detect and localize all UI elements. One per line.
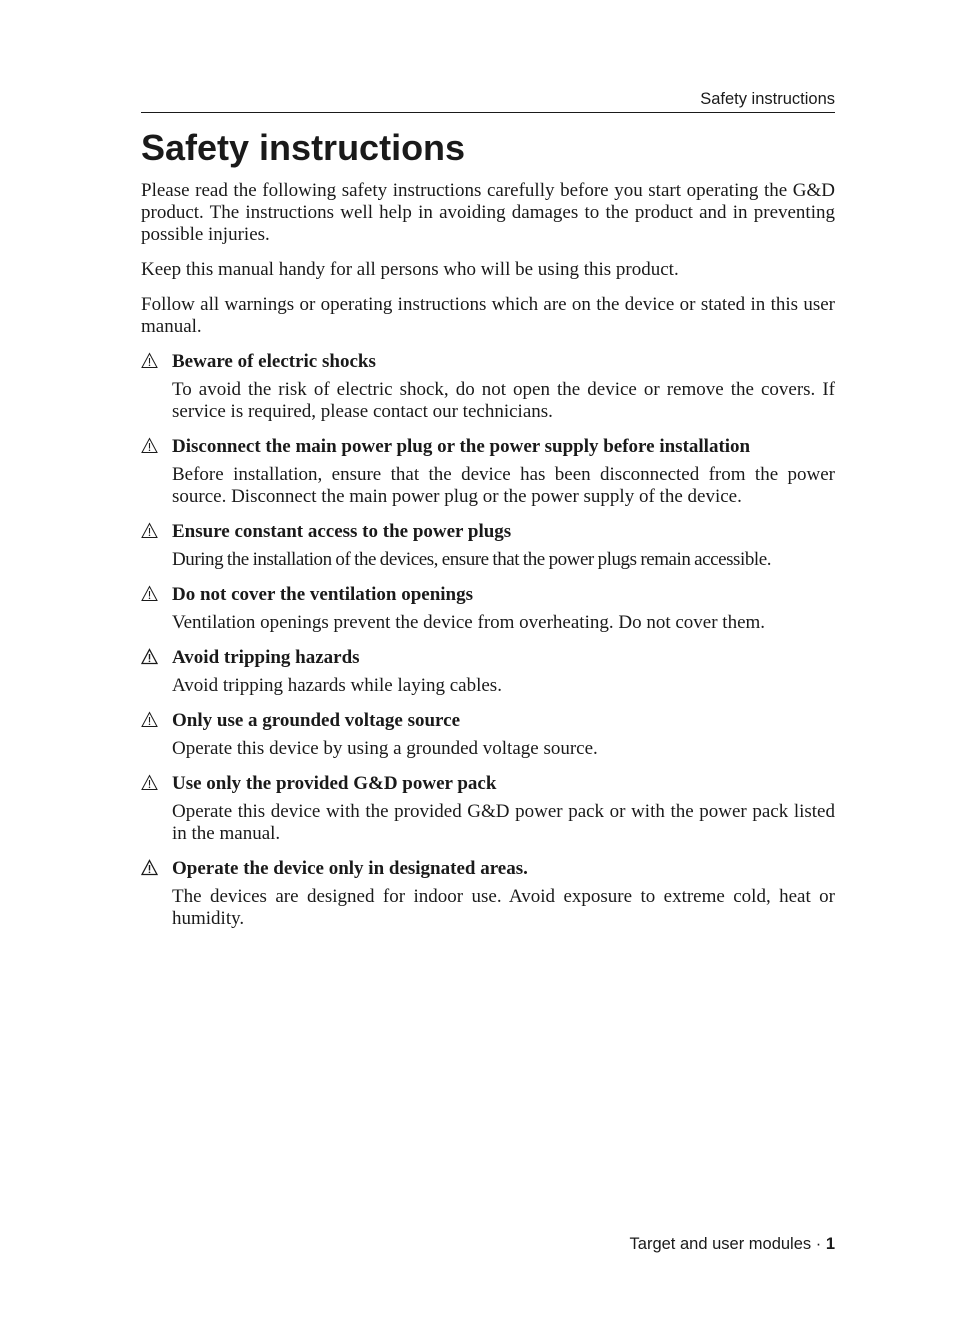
footer-section-label: Target and user modules ·: [629, 1235, 826, 1253]
header-divider: [141, 112, 835, 113]
warning-title: Beware of electric shocks: [172, 351, 376, 372]
intro-paragraph: Keep this manual handy for all persons who will be using this product.: [141, 259, 679, 280]
warning-title: Do not cover the ventilation openings: [172, 584, 474, 605]
warning-item: [141, 647, 835, 697]
warning-title: Disconnect the main power plug or the power supply before installation: [172, 436, 751, 457]
warning-triangle-icon: [141, 859, 158, 876]
warning-triangle-icon: [141, 648, 158, 665]
warning-text: The devices are designed for indoor use. Avoid exposure to extreme cold, heat or humidity.: [172, 886, 835, 929]
warning-item: [141, 351, 835, 423]
page-footer: [630, 1234, 835, 1254]
page-title: Safety instructions: [141, 127, 466, 168]
warning-text: To avoid the risk of electric shock, do not open the device or remove the covers. If service is required, please contact our technicians.: [172, 379, 835, 422]
page-number: 1: [825, 1235, 835, 1253]
warning-triangle-icon: [141, 585, 158, 602]
warning-title: Ensure constant access to the power plugs: [172, 521, 512, 542]
warning-text: Operate this device by using a grounded voltage source.: [172, 738, 598, 759]
intro-paragraph: Please read the following safety instructions carefully before you start operating the G&D product. The instructions well help in avoiding damages to the product and in preventing possible injuries.: [141, 180, 835, 245]
running-header: Safety instructions: [700, 90, 835, 108]
warning-text: Avoid tripping hazards while laying cables.: [172, 675, 502, 696]
warning-item: [141, 773, 835, 845]
warning-item: [141, 521, 835, 571]
warning-title: Operate the device only in designated areas.: [172, 858, 528, 879]
warning-triangle-icon: [141, 437, 158, 454]
warning-text: Before installation, ensure that the device has been disconnected from the power source. Disconnect the main power plug or the power supply of the device.: [172, 464, 835, 507]
warning-text: Operate this device with the provided G&D power pack or with the power pack listed in the manual.: [172, 801, 835, 844]
warning-title: Avoid tripping hazards: [172, 647, 360, 668]
warning-text: During the installation of the devices, ensure that the power plugs remain accessible.: [172, 549, 771, 570]
intro-paragraph: Follow all warnings or operating instructions which are on the device or stated in this user manual.: [141, 294, 835, 337]
warning-triangle-icon: [141, 352, 158, 369]
warning-triangle-icon: [141, 522, 158, 539]
warning-item: [141, 436, 835, 508]
warning-item: [141, 710, 835, 760]
warning-text: Ventilation openings prevent the device from overheating. Do not cover them.: [172, 612, 766, 633]
warning-title: Use only the provided G&D power pack: [172, 773, 497, 794]
warning-triangle-icon: [141, 774, 158, 791]
warning-title: Only use a grounded voltage source: [172, 710, 461, 731]
warning-triangle-icon: [141, 711, 158, 728]
warning-item: [141, 858, 835, 930]
warning-item: [141, 584, 835, 634]
main-content: [141, 180, 835, 943]
